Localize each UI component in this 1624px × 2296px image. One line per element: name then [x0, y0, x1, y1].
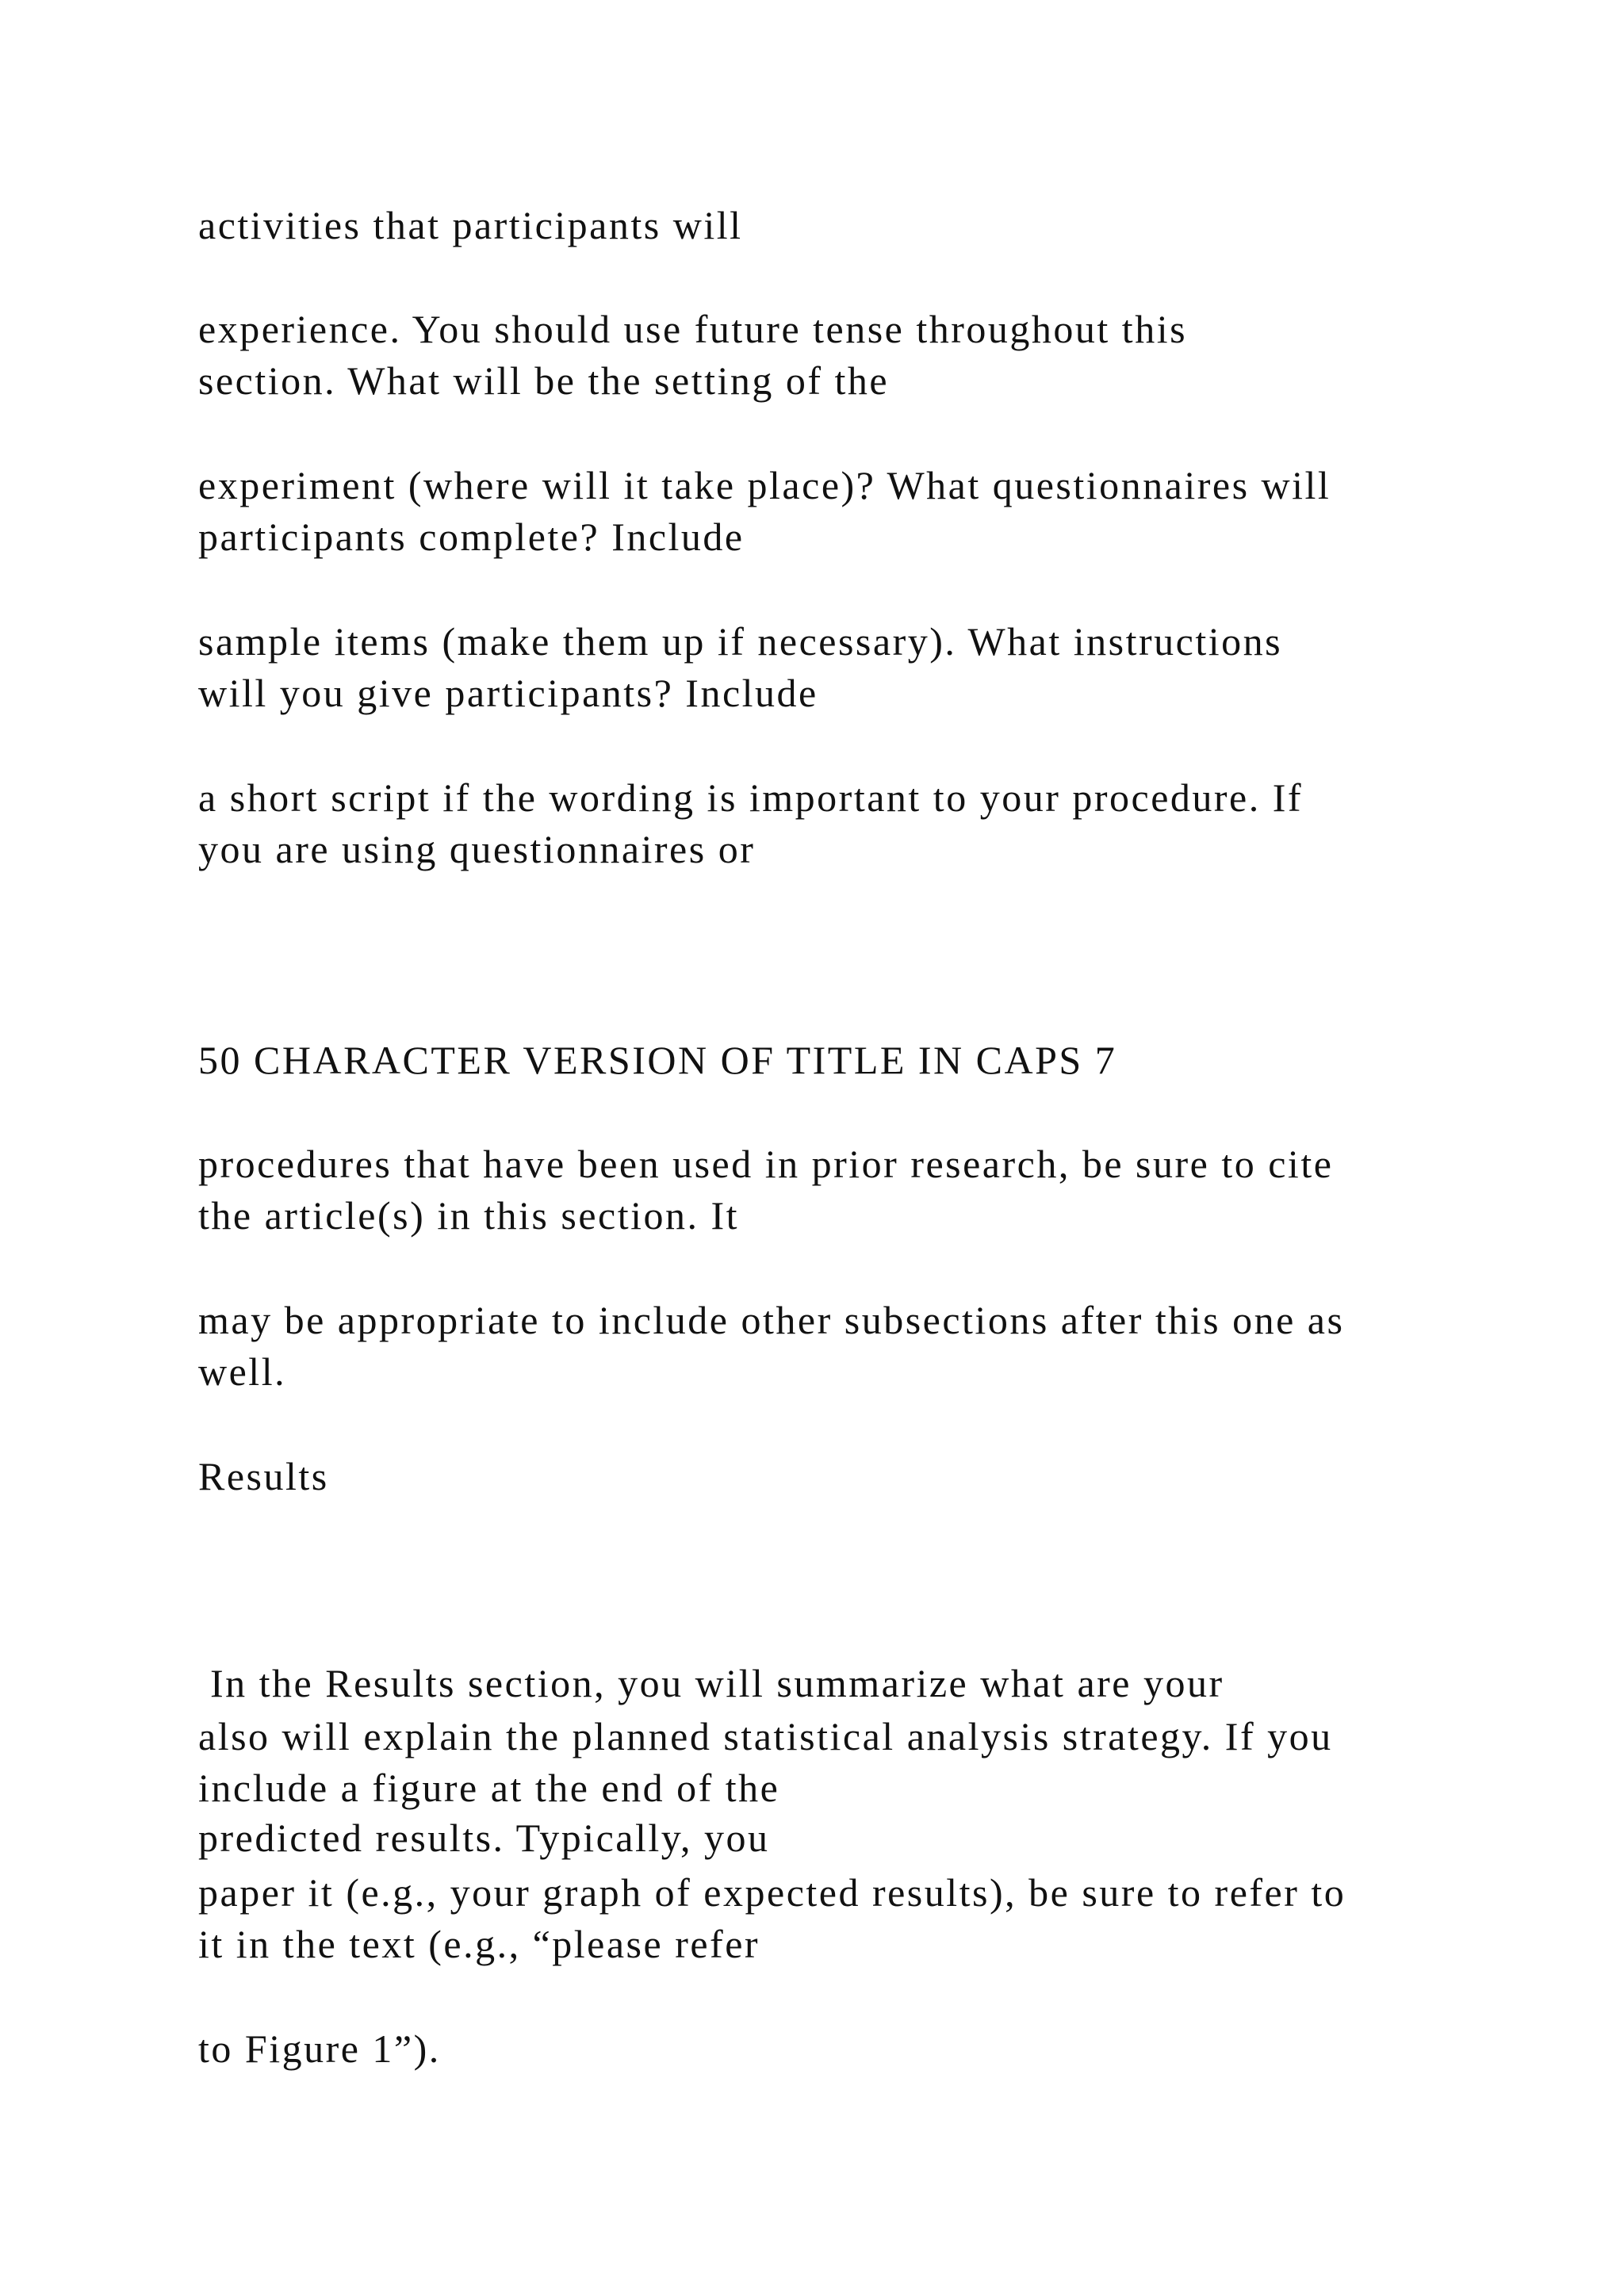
paragraph-experience — [198, 304, 1499, 407]
text-line: paper it (e.g., your graph of expected results), be sure to refer to — [198, 1870, 1346, 1915]
text-line: sample items (make them up if necessary). What instructions — [198, 619, 1283, 664]
paragraph-activities — [198, 200, 1499, 251]
text-line: it in the text (e.g., “please refer — [198, 1922, 760, 1966]
text-line: procedures that have been used in prior research, be sure to cite — [198, 1142, 1334, 1186]
paragraph-statistical-analysis — [198, 1711, 1499, 1814]
running-head — [198, 1035, 1499, 1086]
text-line: the article(s) in this section. It — [198, 1193, 740, 1238]
text-line: you are using questionnaires or — [198, 827, 756, 871]
text-line: In the Results section, you will summarize what are your — [198, 1661, 1224, 1705]
text-line: experiment (where will it take place)? What questionnaires will — [198, 463, 1331, 507]
text-line: well. — [198, 1349, 287, 1394]
text-line: include a figure at the end of the — [198, 1766, 780, 1810]
paragraph-figure-reference — [198, 1867, 1499, 1970]
paragraph-experiment — [198, 460, 1499, 563]
paragraph-sample-items — [198, 616, 1499, 719]
paragraph-subsections — [198, 1295, 1499, 1398]
text-line: section. What will be the setting of the — [198, 358, 890, 403]
section-heading: Results — [198, 1454, 329, 1498]
text-line: participants complete? Include — [198, 515, 745, 559]
text-line: may be appropriate to include other subsections after this one as — [198, 1298, 1345, 1342]
running-head-text: 50 CHARACTER VERSION OF TITLE IN CAPS 7 — [198, 1038, 1117, 1082]
text-line: predicted results. Typically, you — [198, 1816, 770, 1860]
text-line: experience. You should use future tense throughout this — [198, 307, 1188, 351]
results-heading — [198, 1451, 1499, 1502]
text-line: will you give participants? Include — [198, 671, 818, 715]
paragraph-figure-1 — [198, 2023, 1499, 2075]
text-line: a short script if the wording is important to your procedure. If — [198, 775, 1304, 820]
text-line: activities that participants will — [198, 203, 743, 247]
paragraph-short-script — [198, 772, 1499, 875]
paragraph-procedures — [198, 1138, 1499, 1242]
text-line: to Figure 1”). — [198, 2026, 441, 2071]
text-line: also will explain the planned statistical analysis strategy. If you — [198, 1714, 1333, 1758]
